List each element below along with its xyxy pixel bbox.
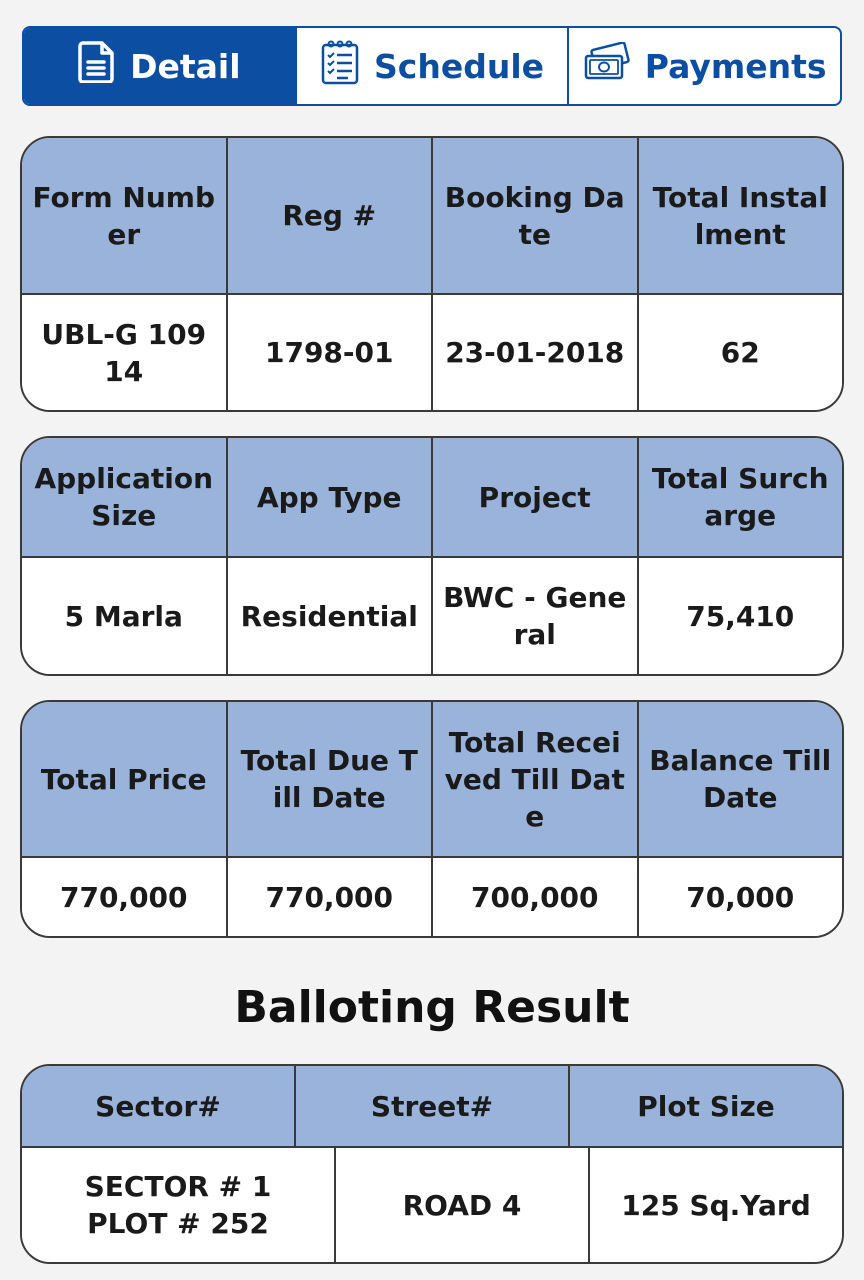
header-total-surcharge: Total Surcharge [639,438,843,556]
header-project: Project [433,438,639,556]
value-sector: SECTOR # 1 PLOT # 252 [22,1148,336,1262]
table-header-row [22,702,842,858]
value-balance: 70,000 [639,858,843,936]
header-balance: Balance Till Date [639,702,843,856]
value-application-size: 5 Marla [22,558,228,674]
tab-detail[interactable] [24,28,297,104]
table-header-row [22,138,842,295]
banknote-icon [583,42,631,90]
header-booking-date: Booking Date [433,138,639,293]
value-plot-size: 125 Sq.Yard [590,1148,842,1262]
value-total-price: 770,000 [22,858,228,936]
table-row [22,558,842,674]
value-form-number: UBL-G 10914 [22,295,228,410]
header-form-number: Form Number [22,138,228,293]
table-row [22,1148,842,1262]
header-total-due: Total Due Till Date [228,702,434,856]
value-reg-number: 1798-01 [228,295,434,410]
balloting-result-title: Balloting Result [234,982,630,1033]
value-total-due: 770,000 [228,858,434,936]
booking-info-table [20,136,844,412]
table-row [22,858,842,936]
application-info-table [20,436,844,676]
value-total-received: 700,000 [433,858,639,936]
header-app-type: App Type [228,438,434,556]
tab-schedule[interactable] [297,28,570,104]
table-header-row [22,438,842,558]
tab-bar [22,26,842,106]
header-plot-size: Plot Size [570,1066,842,1146]
clipboard-list-icon [320,39,360,93]
value-total-installment: 62 [639,295,843,410]
balloting-result-table [20,1064,844,1264]
value-project: BWC - General [433,558,639,674]
header-total-installment: Total Installment [639,138,843,293]
header-street: Street# [296,1066,570,1146]
tab-payments-label: Payments [644,46,827,86]
value-street: ROAD 4 [336,1148,590,1262]
header-total-price: Total Price [22,702,228,856]
tab-schedule-label: Schedule [374,46,545,86]
tab-detail-label: Detail [130,46,241,86]
header-total-received: Total Received Till Date [433,702,639,856]
table-row [22,295,842,410]
tab-payments[interactable] [569,28,840,104]
header-application-size: Application Size [22,438,228,556]
document-icon [78,41,116,91]
header-sector: Sector# [22,1066,296,1146]
table-header-row [22,1066,842,1148]
value-booking-date: 23-01-2018 [433,295,639,410]
value-total-surcharge: 75,410 [639,558,843,674]
value-app-type: Residential [228,558,434,674]
payment-summary-table [20,700,844,938]
header-reg-number: Reg # [228,138,434,293]
